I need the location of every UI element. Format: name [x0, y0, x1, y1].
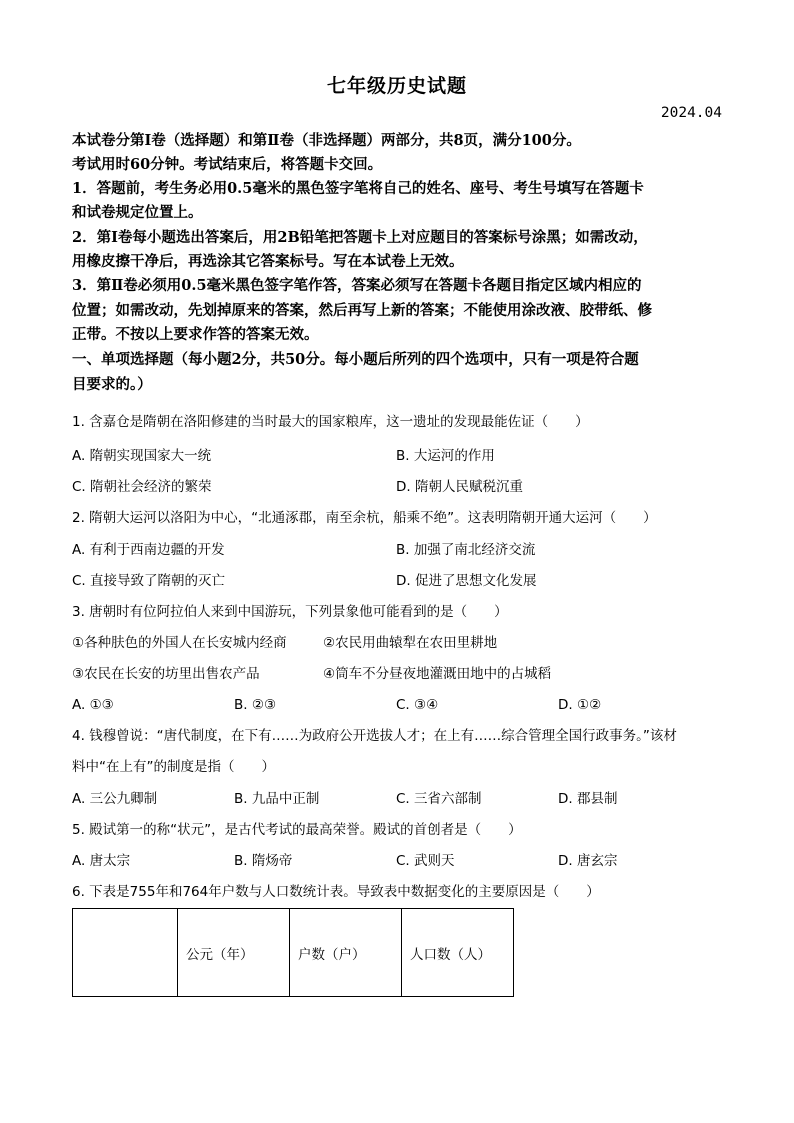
option-a: A. 有利于西南边疆的开发	[72, 542, 225, 558]
option-c: C. 三省六部制	[396, 791, 482, 807]
question-stem: 5. 殿试第一的称“状元”，是古代考试的最高荣誉。殿试的首创者是（ ）	[72, 822, 522, 838]
instruction-line: 用橡皮擦干净后，再选涂其它答案标号。写在本试卷上无效。	[72, 253, 464, 270]
question-stem: 4. 钱穆曾说：“唐代制度，在下有……为政府公开选拔人才；在上有……综合管理全国行政事务。”该材	[72, 728, 677, 744]
option-d: D. 唐玄宗	[558, 853, 618, 869]
table-header-row	[73, 909, 514, 997]
table-header-cell: 人口数（人）	[402, 909, 514, 997]
option-c: C. 直接导致了隋朝的灭亡	[72, 573, 226, 589]
section-heading: 目要求的。）	[72, 376, 152, 393]
option-c: C. ③④	[396, 697, 439, 713]
statement-item: ③农民在长安的坊里出售农产品	[72, 666, 260, 682]
section-heading: 一、单项选择题（每小题2分，共50分。每小题后所列的四个选项中，只有一项是符合题	[72, 351, 639, 368]
statement-item: ①各种肤色的外国人在长安城内经商	[72, 635, 287, 651]
instruction-line: 3．第Ⅱ卷必须用0.5毫米黑色签字笔作答，答案必须写在答题卡各题目指定区域内相应的	[72, 277, 642, 294]
option-b: B. 加强了南北经济交流	[396, 542, 536, 558]
page-title: 七年级历史试题	[326, 75, 467, 97]
option-b: B. ②③	[234, 697, 277, 713]
instruction-line: 1．答题前，考生务必用0.5毫米的黑色签字笔将自己的姓名、座号、考生号填写在答题卡	[72, 180, 644, 197]
exam-date: 2024.04	[660, 105, 722, 121]
option-b: B. 大运河的作用	[396, 448, 495, 464]
statement-item: ②农民用曲辕犁在农田里耕地	[323, 635, 498, 651]
instruction-line: 正带。不按以上要求作答的答案无效。	[72, 326, 319, 343]
option-d: D. 隋朝人民赋税沉重	[396, 479, 523, 495]
option-a: A. 隋朝实现国家大一统	[72, 448, 212, 464]
table-header-cell: 户数（户）	[290, 909, 402, 997]
question-stem: 1. 含嘉仓是隋朝在洛阳修建的当时最大的国家粮库，这一遗址的发现最能佐证（ ）	[72, 414, 589, 430]
question-stem: 3. 唐朝时有位阿拉伯人来到中国游玩，下列景象他可能看到的是（ ）	[72, 604, 508, 620]
question-stem: 2. 隋朝大运河以洛阳为中心，“北通涿郡，南至余杭，船乘不绝”。这表明隋朝开通大运河（ ）	[72, 510, 657, 526]
instruction-line: 本试卷分第Ⅰ卷（选择题）和第Ⅱ卷（非选择题）两部分，共8页，满分100分。	[72, 132, 581, 149]
option-d: D. 促进了思想文化发展	[396, 573, 537, 589]
question-stem: 6. 下表是755年和764年户数与人口数统计表。导致表中数据变化的主要原因是（ ）	[72, 884, 600, 900]
table-header-cell: 公元（年）	[178, 909, 290, 997]
option-a: A. 三公九卿制	[72, 791, 158, 807]
option-a: A. ①③	[72, 697, 114, 713]
instruction-line: 2．第Ⅰ卷每小题选出答案后，用2B铅笔把答题卡上对应题目的答案标号涂黑；如需改动，	[72, 229, 648, 246]
option-c: C. 武则天	[396, 853, 455, 869]
option-b: B. 九品中正制	[234, 791, 320, 807]
option-a: A. 唐太宗	[72, 853, 131, 869]
instruction-line: 和试卷规定位置上。	[72, 204, 203, 221]
option-c: C. 隋朝社会经济的繁荣	[72, 479, 212, 495]
option-d: D. ①②	[558, 697, 602, 713]
statistics-table	[72, 908, 514, 997]
option-b: B. 隋炀帝	[234, 853, 293, 869]
option-d: D. 郡县制	[558, 791, 618, 807]
question-stem-continued: 料中“在上有”的制度是指（ ）	[72, 759, 275, 775]
instruction-line: 考试用时60分钟。考试结束后，将答题卡交回。	[72, 156, 383, 173]
statement-item: ④筒车不分昼夜地灌溉田地中的占城稻	[323, 666, 552, 682]
table-header-cell	[73, 909, 178, 997]
instruction-line: 位置；如需改动，先划掉原来的答案，然后再写上新的答案；不能使用涂改液、胶带纸、修	[72, 302, 652, 319]
